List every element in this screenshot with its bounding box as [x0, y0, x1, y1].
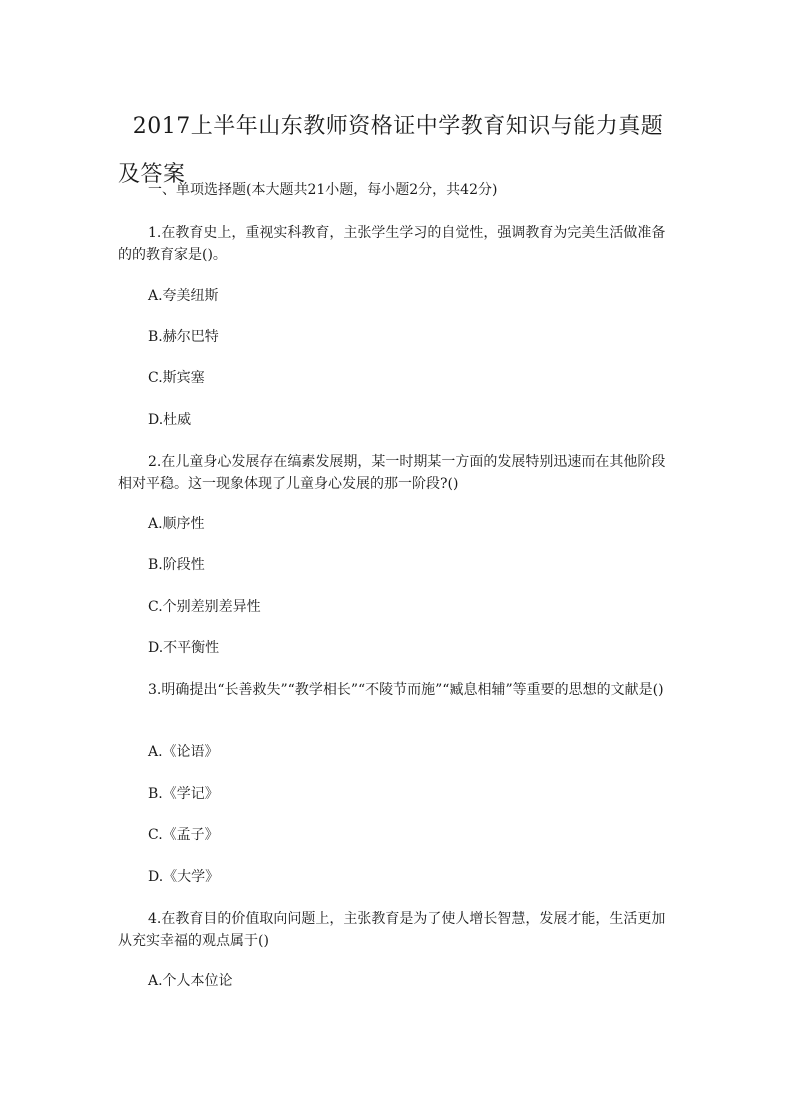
question-2-option-c: C.个别差别差异性 — [148, 599, 261, 615]
question-3-option-b: B.《学记》 — [148, 786, 219, 802]
question-3-option-a: A.《论语》 — [148, 744, 219, 760]
question-3-option-d: D.《大学》 — [148, 869, 220, 885]
question-2-option-b: B.阶段性 — [148, 557, 205, 573]
question-1-option-a: A.夸美纽斯 — [148, 288, 219, 304]
question-1-option-c: C.斯宾塞 — [148, 370, 205, 386]
question-4-option-a: A.个人本位论 — [148, 973, 233, 989]
question-1-stem: 1.在教育史上，重视实科教育，主张学生学习的自觉性，强调教育为完美生活做准备的的教育家是()。 — [118, 225, 666, 263]
question-1-option-d: D.杜威 — [148, 412, 192, 428]
question-3-option-c: C.《孟子》 — [148, 827, 219, 843]
question-2-option-d: D.不平衡性 — [148, 640, 220, 656]
section-heading: 一、单项选择题(本大题共21小题，每小题2分，共42分) — [148, 182, 498, 198]
title-line-1: 2017上半年山东教师资格证中学教育知识与能力真题 — [132, 114, 664, 139]
title-line-2: 及答案 — [118, 162, 186, 187]
question-2-option-a: A.顺序性 — [148, 516, 205, 532]
question-3-stem: 3.明确提出“长善救失”“教学相长”“不陵节而施”“臧息相辅”等重要的思想的文献是() — [148, 682, 664, 698]
question-1-option-b: B.赫尔巴特 — [148, 329, 219, 345]
question-4-stem: 4.在教育目的价值取向问题上，主张教育是为了使人增长智慧，发展才能，生活更加从充实幸福的观点属于() — [118, 911, 666, 949]
question-2-stem: 2.在儿童身心发展存在缟素发展期，某一时期某一方面的发展特别迅速而在其他阶段相对平稳。这一现象体现了儿童身心发展的那一阶段?() — [118, 454, 666, 492]
